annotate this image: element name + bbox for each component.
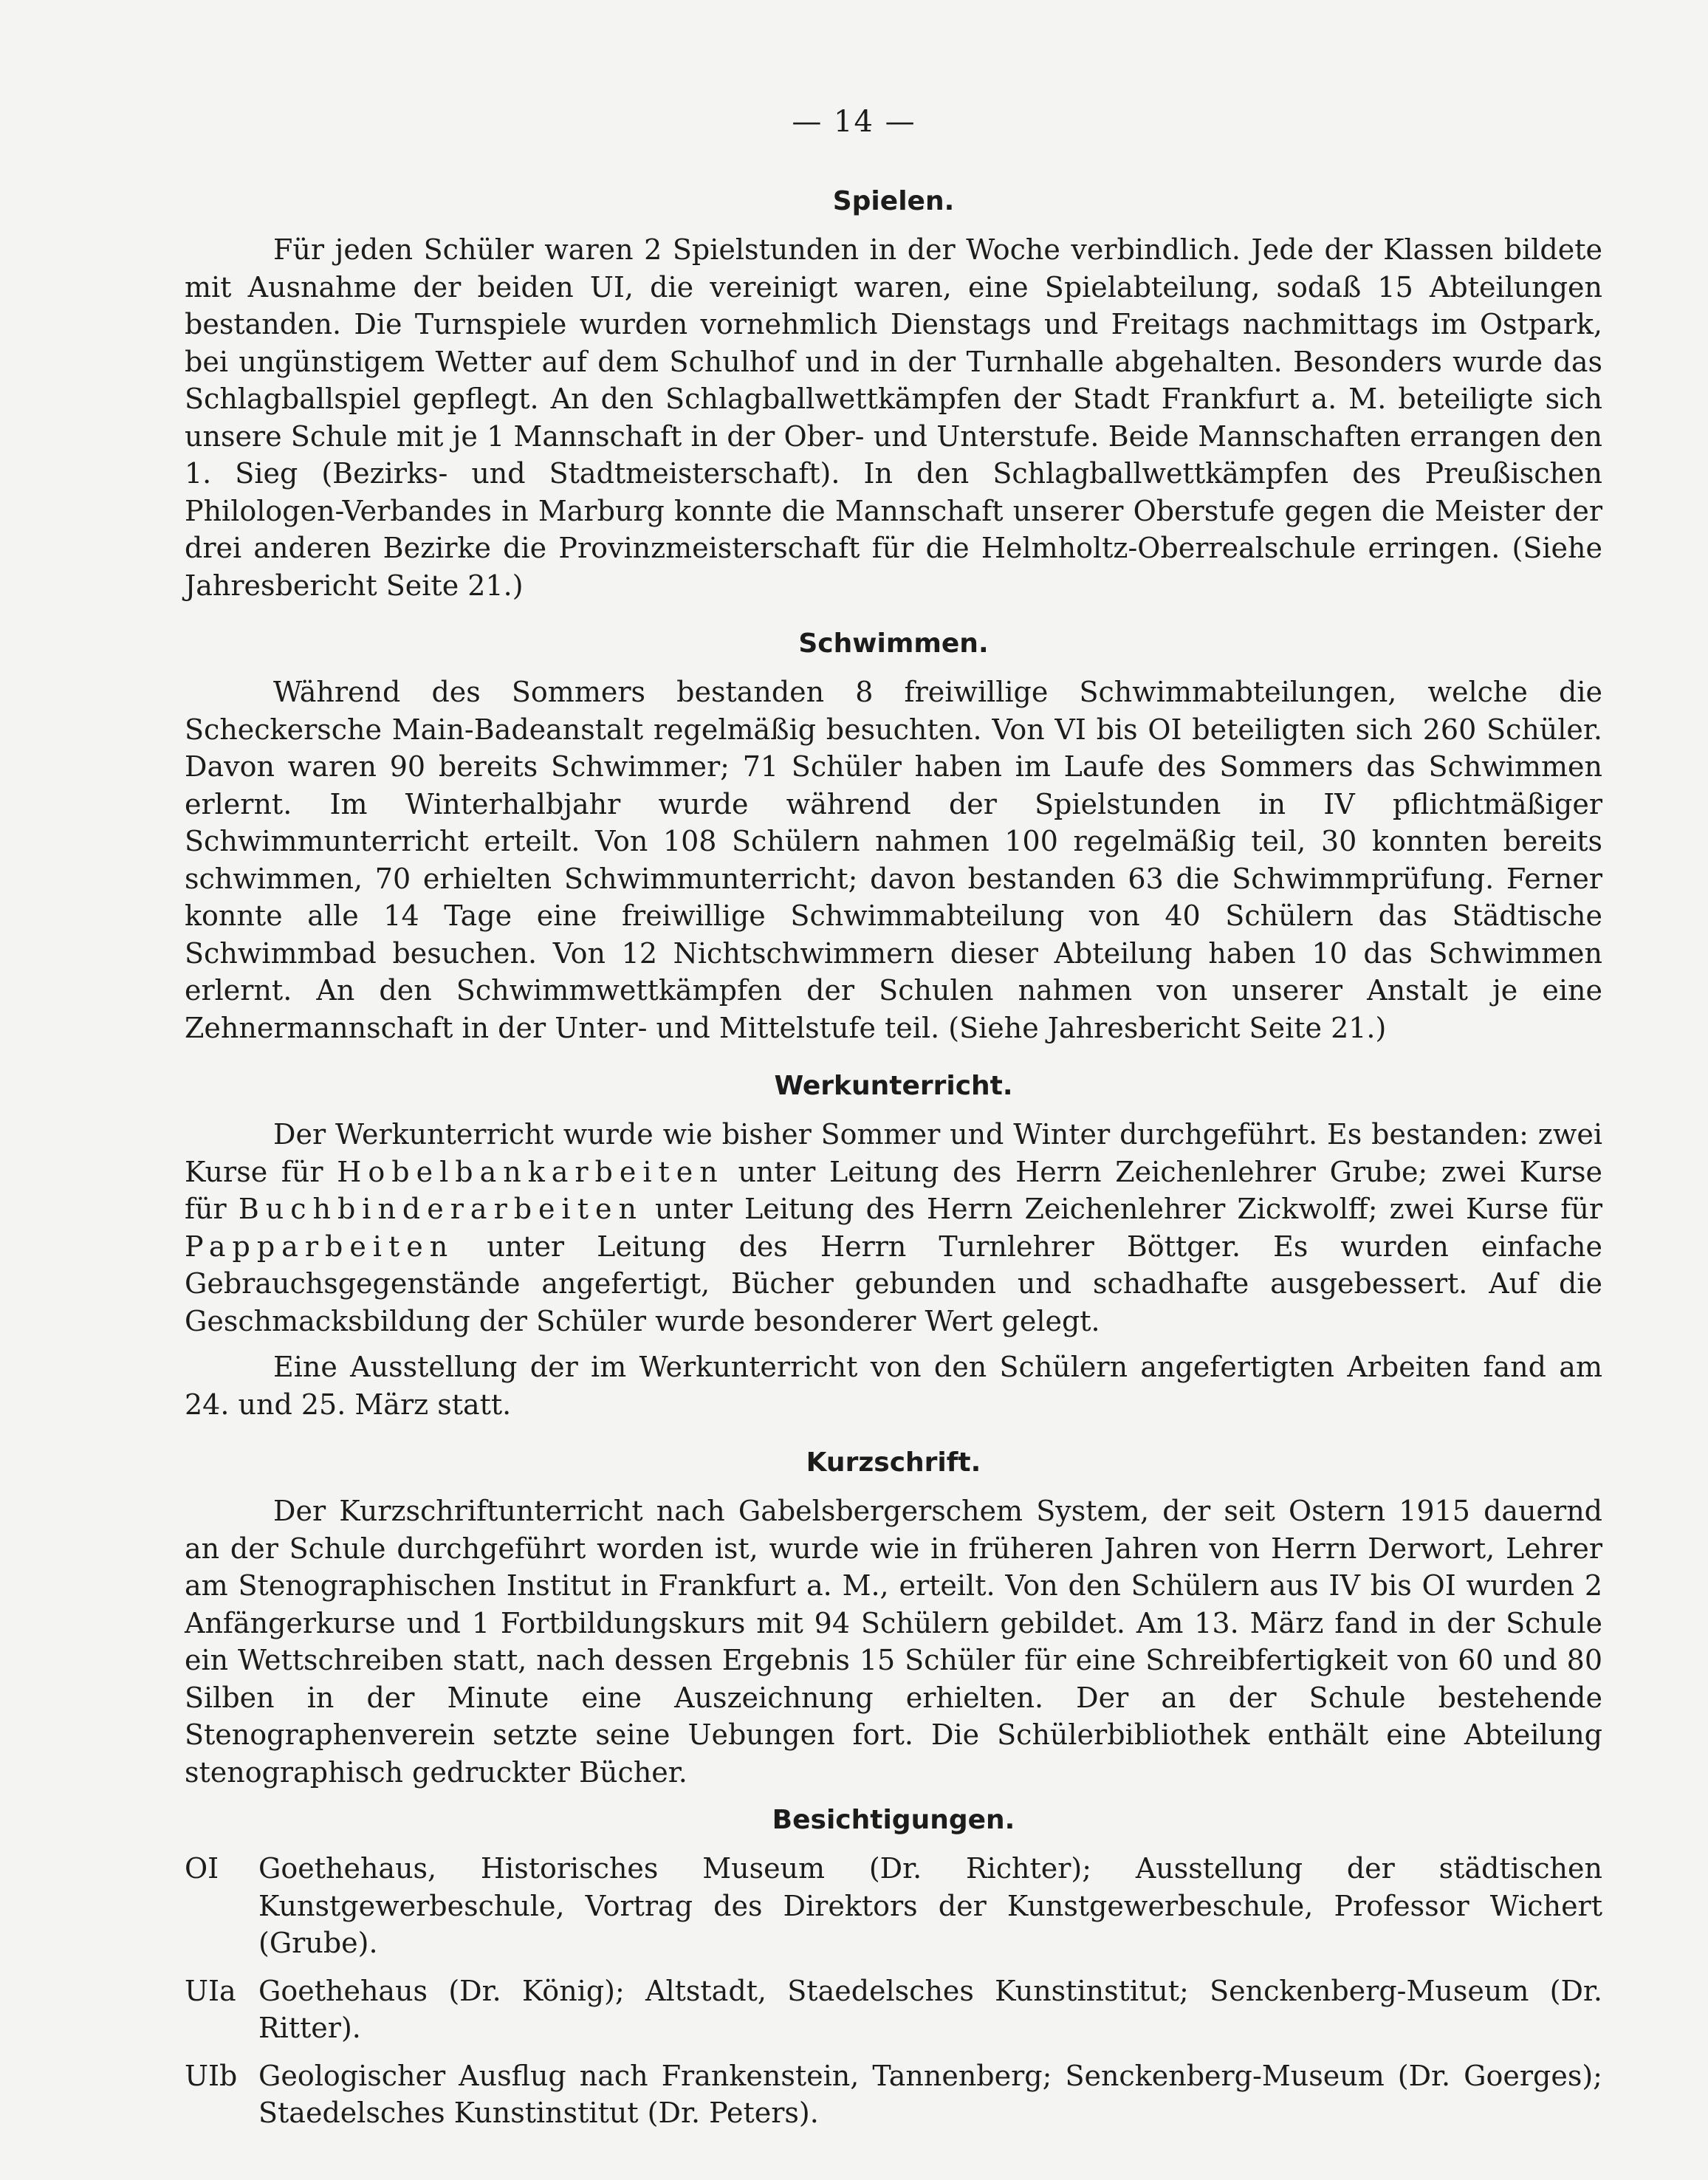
werk-text-g: unter Leitung des Herrn Turnlehrer Böttger. Es wurden einfache Gebrauchsgegenstände angefertigt, Bücher gebunden und schadhafte ausgebessert. Auf die Geschmacksbildung der Schüler wurde besonderer Wert gelegt. [185, 1230, 1602, 1337]
werk-term-hobelbank: Hobelbankarbeiten [337, 1155, 724, 1188]
heading-spielen: Spielen. [832, 186, 955, 216]
werk-text-e: unter Leitung des Herrn Zeichenlehrer Zickwolff; zwei Kurse für [642, 1193, 1602, 1225]
werk-term-pappar: Papparbeiten [185, 1230, 455, 1263]
visit-text: Goethehaus (Dr. König); Altstadt, Staedelsches Kunstinstitut; Senckenberg-Museum (Dr. Ritter). [258, 1974, 1602, 2044]
paragraph-werkunterricht-1 [185, 1116, 1602, 1340]
werk-text-a: Der Werkunterricht wurde wie bisher Sommer und Winter durchgeführt. Es bestanden: zwei Kurse für [185, 1118, 1602, 1188]
werk-term-buchbinder: Buchbinderarbeiten [238, 1193, 643, 1225]
heading-schwimmen: Schwimmen. [798, 628, 989, 659]
visit-text: Goethehaus, Historisches Museum (Dr. Richter); Ausstellung der städtischen Kunstgewerbeschule, Vortrag des Direktors der Kunstgewerbeschule, Professor Wichert (Grube). [258, 1852, 1602, 1959]
heading-kurzschrift: Kurzschrift. [806, 1447, 981, 1478]
page-number: — 14 — [792, 105, 916, 139]
text-column [185, 181, 1602, 2142]
visit-text: Geologischer Ausflug nach Frankenstein, Tannenberg; Senckenberg-Museum (Dr. Goerges); Staedelsches Kunstinstitut (Dr. Peters). [258, 2059, 1602, 2129]
heading-werkunterricht: Werkunterricht. [774, 1071, 1013, 1101]
paragraph-spielen: Für jeden Schüler waren 2 Spielstunden in der Woche verbindlich. Jede der Klassen bildete mit Ausnahme der beiden UI, die vereinigt waren, eine Spielabteilung, sodaß 15 Abteilungen bestanden. Die Turnspiele wurden vornehmlich Dienstags und Freitags nachmittags im Ostpark, bei ungünstigem Wetter auf dem Schulhof und in der Turnhalle abgehalten. Besonders wurde das Schlagballspiel gepflegt. An den Schlagballwettkämpfen der Stadt Frankfurt a. M. beteiligte sich unsere Schule mit je 1 Mannschaft in der Ober- und Unterstufe. Beide Mannschaften errangen den 1. Sieg (Bezirks- und Stadtmeisterschaft). In den Schlagballwettkämpfen des Preußischen Philologen-Verbandes in Marburg konnte die Mannschaft unserer Oberstufe gegen die Meister der drei anderen Bezirke die Provinzmeisterschaft für die Helmholtz-Oberrealschule erringen. (Siehe Jahresbericht Seite 21.) [185, 233, 1602, 602]
visit-class-label: UIa [185, 1974, 236, 2007]
paragraph-kurzschrift: Der Kurzschriftunterricht nach Gabelsbergerschem System, der seit Ostern 1915 dauernd an der Schule durchgeführt worden ist, wurde wie in früheren Jahren von Herrn Derwort, Lehrer am Stenographischen Institut in Frankfurt a. M., erteilt. Von den Schülern aus IV bis OI wurden 2 Anfängerkurse und 1 Fortbildungskurs mit 94 Schülern gebildet. Am 13. März fand in der Schule ein Wettschreiben statt, nach dessen Ergebnis 15 Schüler für eine Schreibfertigkeit von 60 und 80 Silben in der Minute eine Auszeichnung erhielten. Der an der Schule bestehende Stenographenverein setzte seine Uebungen fort. Die Schülerbibliothek enthält eine Abteilung stenographisch gedruckter Bücher. [185, 1495, 1602, 1789]
visit-entry-uia [185, 1972, 1602, 2047]
werk-text-c: unter Leitung des Herrn Zeichenlehrer Grube; zwei Kurse für [185, 1155, 1602, 1225]
paragraph-werkunterricht-2: Eine Ausstellung der im Werkunterricht von den Schülern angefertigten Arbeiten fand am 24. und 25. März statt. [185, 1351, 1602, 1421]
visit-class-label: OI [185, 1852, 219, 1885]
heading-besichtigungen: Besichtigungen. [772, 1805, 1015, 1835]
visit-entry-oi [185, 1850, 1602, 1962]
visit-entry-uib [185, 2057, 1602, 2132]
paragraph-schwimmen: Während des Sommers bestanden 8 freiwillige Schwimmabteilungen, welche die Scheckersche Main-Badeanstalt regelmäßig besuchten. Von VI bis OI beteiligten sich 260 Schüler. Davon waren 90 bereits Schwimmer; 71 Schüler haben im Laufe des Sommers das Schwimmen erlernt. Im Winterhalbjahr wurde während der Spielstunden in IV pflichtmäßiger Schwimmunterricht erteilt. Von 108 Schülern nahmen 100 regelmäßig teil, 30 konnten bereits schwimmen, 70 erhielten Schwimmunterricht; davon bestanden 63 die Schwimmprüfung. Ferner konnte alle 14 Tage eine freiwillige Schwimmabteilung von 40 Schülern das Städtische Schwimmbad besuchen. Von 12 Nichtschwimmern dieser Abteilung haben 10 das Schwimmen erlernt. An den Schwimmwettkämpfen der Schulen nahmen von unserer Anstalt je eine Zehnermannschaft in der Unter- und Mittelstufe teil. (Siehe Jahresbericht Seite 21.) [185, 676, 1602, 1044]
visit-class-label: UIb [185, 2059, 238, 2092]
